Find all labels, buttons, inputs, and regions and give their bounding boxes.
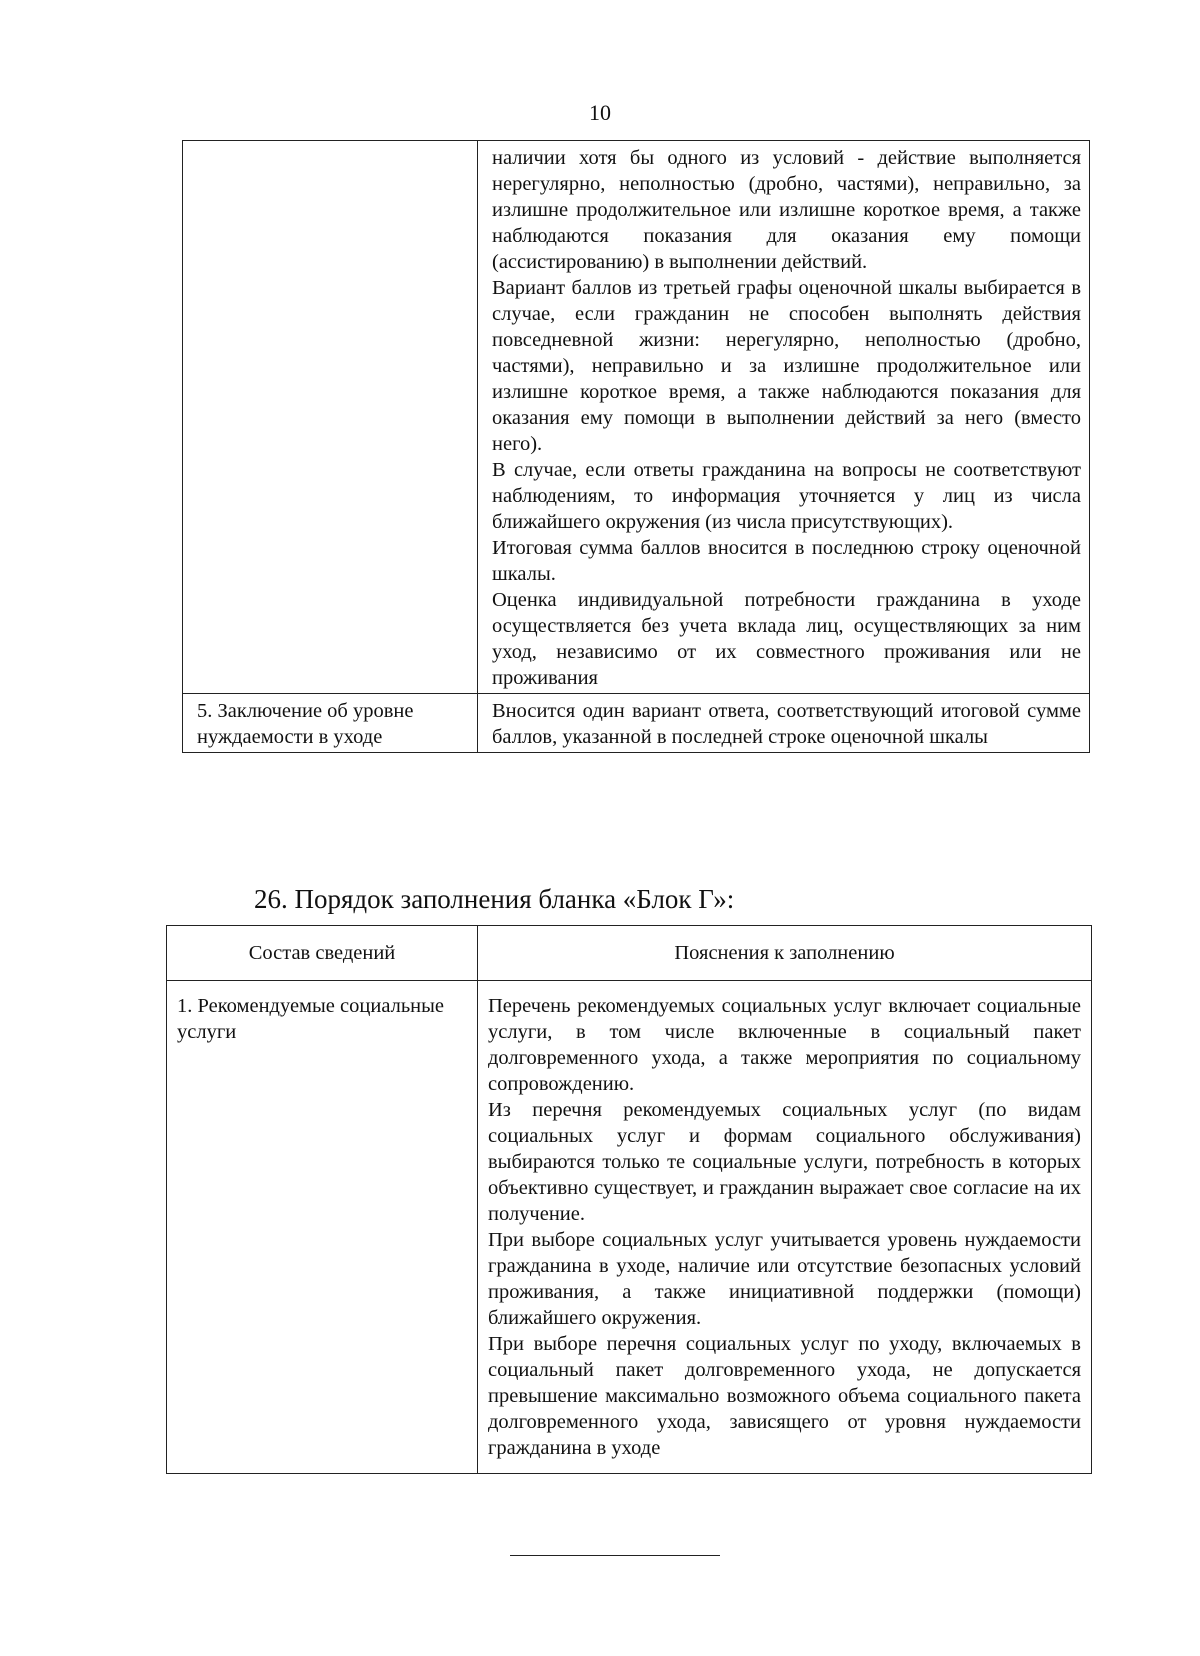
empty-label-cell — [183, 141, 478, 694]
table-row — [183, 694, 1090, 753]
row-label: 1. Рекомендуемые социальные услуги — [167, 981, 478, 1474]
block-g-table — [166, 925, 1092, 1474]
paragraph: Вариант баллов из третьей графы оценочной шкалы выбирается в случае, если гражданин не способен выполнять действия повседневной жизни: нерегулярно, неполностью (дробно, частями), неправильно и за излишне продолжительное или излишне короткое время, а также наблюдаются показания для оказания ему помощи в выполнении действий за него (вместо него). — [492, 277, 1081, 455]
row-explanation: Вносится один вариант ответа, соответствующий итоговой сумме баллов, указанной в последней строке оценочной шкалы — [478, 694, 1090, 753]
row-label: 5. Заключение об уровне нуждаемости в уходе — [183, 694, 478, 753]
table-row — [183, 141, 1090, 694]
paragraph: При выборе социальных услуг учитывается уровень нуждаемости гражданина в уходе, наличие или отсутствие безопасных условий проживания, а также инициативной поддержки (помощи) ближайшего окружения. — [488, 1229, 1081, 1329]
table-header-row — [167, 926, 1092, 981]
section-title: 26. Порядок заполнения бланка «Блок Г»: — [254, 884, 735, 914]
explanation-cell — [478, 141, 1090, 694]
paragraph: В случае, если ответы гражданина на вопросы не соответствуют наблюдениям, то информация уточняется у лиц из числа ближайшего окружения (из числа присутствующих). — [492, 459, 1081, 533]
explanation-cell — [478, 981, 1092, 1474]
table-row — [167, 981, 1092, 1474]
footer-rule — [510, 1555, 720, 1556]
assessment-table-continued — [182, 140, 1090, 753]
page-number: 10 — [589, 100, 611, 125]
paragraph: Перечень рекомендуемых социальных услуг включает социальные услуги, в том числе включенные в социальный пакет долговременного ухода, а также мероприятия по социальному сопровождению. — [488, 995, 1081, 1095]
paragraph: При выборе перечня социальных услуг по уходу, включаемых в социальный пакет долговременного ухода, не допускается превышение максимально возможного объема социального пакета долговременного ухода, зависящего от уровня нуждаемости гражданина в уходе — [488, 1333, 1081, 1459]
paragraph: Из перечня рекомендуемых социальных услуг (по видам социальных услуг и формам социального обслуживания) выбираются только те социальные услуги, потребность в которых объективно существует, и гражданин выражает свое согласие на их получение. — [488, 1099, 1081, 1225]
column-header: Состав сведений — [167, 926, 478, 981]
paragraph: наличии хотя бы одного из условий - действие выполняется нерегулярно, неполностью (дробно, частями), неправильно, за излишне продолжительное или излишне короткое время, а также наблюдаются показания для оказания ему помощи (ассистированию) в выполнении действий. — [492, 147, 1081, 273]
paragraph: Оценка индивидуальной потребности гражданина в уходе осуществляется без учета вклада лиц, осуществляющих за ним уход, независимо от их совместного проживания или не проживания — [492, 589, 1081, 689]
column-header: Пояснения к заполнению — [478, 926, 1092, 981]
paragraph: Итоговая сумма баллов вносится в последнюю строку оценочной шкалы. — [492, 537, 1081, 585]
